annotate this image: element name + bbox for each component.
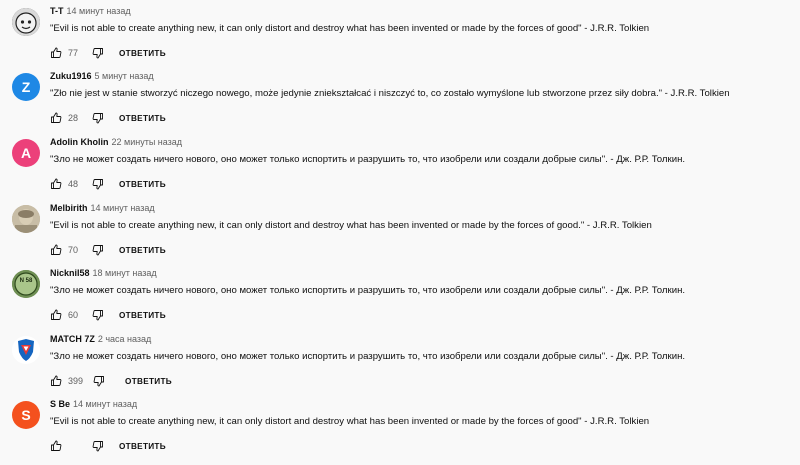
comment-actions	[50, 46, 166, 60]
avatar[interactable]: Z	[12, 73, 40, 101]
comment-author[interactable]: Nicknil58	[50, 268, 90, 278]
reply-button[interactable]: ОТВЕТИТЬ	[119, 179, 166, 189]
comment-timestamp[interactable]: 14 минут назад	[66, 6, 131, 16]
like-count: 70	[68, 245, 79, 255]
avatar[interactable]: S	[12, 401, 40, 429]
comment-timestamp[interactable]: 18 минут назад	[92, 268, 157, 278]
comment-timestamp[interactable]: 22 минуты назад	[111, 137, 183, 147]
reply-button[interactable]: ОТВЕТИТЬ	[125, 376, 172, 386]
avatar[interactable]: A	[12, 139, 40, 167]
comment-header	[50, 137, 182, 147]
like-count: 60	[68, 310, 79, 320]
reply-button[interactable]: ОТВЕТИТЬ	[119, 441, 166, 451]
photo-avatar-icon	[12, 205, 40, 233]
comment	[0, 71, 800, 137]
like-count: 48	[68, 179, 79, 189]
thumbs-up-icon[interactable]	[50, 440, 62, 452]
badge-avatar-icon	[12, 270, 40, 298]
comment	[0, 203, 800, 269]
comment-author[interactable]: MATCH 7Z	[50, 334, 95, 344]
thumbs-up-icon[interactable]	[50, 375, 62, 387]
comment-actions	[50, 177, 166, 191]
comment-text: "Evil is not able to create anything new, it can only distort and destroy what has been invented or made by the forces of good" - J.R.R. Tolkien	[50, 416, 650, 427]
comment-author[interactable]: Zuku1916	[50, 71, 92, 81]
avatar[interactable]	[12, 270, 40, 298]
cartoon-face-avatar-icon	[12, 8, 40, 36]
comment-actions	[50, 374, 172, 388]
comment	[0, 399, 800, 465]
comment-author[interactable]: T-T	[50, 6, 64, 16]
like-count: 399	[68, 376, 84, 386]
comment-text: "Зло не может создать ничего нового, оно может только испортить и разрушить то, что изобрели или создали добрые силы". - Дж. Р.Р. Толкин.	[50, 351, 686, 362]
comment-actions	[50, 439, 166, 453]
comment-header	[50, 334, 151, 344]
comment-author[interactable]: S Be	[50, 399, 71, 409]
thumbs-down-icon[interactable]	[92, 178, 104, 190]
comment	[0, 268, 800, 334]
like-count: 77	[68, 48, 79, 58]
thumbs-up-icon[interactable]	[50, 47, 62, 59]
comment-text: "Evil is not able to create anything new, it can only distort and destroy what has been invented or made by the forces of good." - J.R.R. Tolkien	[50, 220, 652, 231]
thumbs-down-icon[interactable]	[92, 112, 104, 124]
comment-author[interactable]: Melbirith	[50, 203, 88, 213]
reply-button[interactable]: ОТВЕТИТЬ	[119, 310, 166, 320]
reply-button[interactable]: ОТВЕТИТЬ	[119, 48, 166, 58]
reply-button[interactable]: ОТВЕТИТЬ	[119, 245, 166, 255]
comment-header	[50, 203, 155, 213]
avatar[interactable]	[12, 205, 40, 233]
comment-timestamp[interactable]: 5 минут назад	[94, 71, 154, 81]
comment-author[interactable]: Adolin Kholin	[50, 137, 109, 147]
comment-text: "Evil is not able to create anything new, it can only distort and destroy what has been invented or made by the forces of good" - J.R.R. Tolkien	[50, 23, 650, 34]
thumbs-up-icon[interactable]	[50, 112, 62, 124]
thumbs-down-icon[interactable]	[92, 309, 104, 321]
thumbs-up-icon[interactable]	[50, 178, 62, 190]
comment-text: "Зло не может создать ничего нового, оно может только испортить и разрушить то, что изобрели или создали добрые силы". - Дж. Р.Р. Толкин.	[50, 154, 686, 165]
comment-header	[50, 71, 154, 81]
comment-timestamp[interactable]: 2 часа назад	[97, 334, 152, 344]
reply-button[interactable]: ОТВЕТИТЬ	[119, 113, 166, 123]
avatar-badge-text: N 58	[19, 278, 33, 284]
shield-logo-avatar-icon	[12, 336, 40, 364]
comment-actions	[50, 308, 166, 322]
thumbs-down-icon[interactable]	[92, 440, 104, 452]
thumbs-down-icon[interactable]	[93, 375, 105, 387]
like-count: 28	[68, 113, 79, 123]
comment	[0, 137, 800, 203]
comment	[0, 334, 800, 400]
thumbs-up-icon[interactable]	[50, 244, 62, 256]
thumbs-down-icon[interactable]	[92, 244, 104, 256]
thumbs-down-icon[interactable]	[92, 47, 104, 59]
comment-timestamp[interactable]: 14 минут назад	[73, 399, 138, 409]
avatar[interactable]	[12, 336, 40, 364]
comment	[0, 6, 800, 72]
thumbs-up-icon[interactable]	[50, 309, 62, 321]
avatar[interactable]	[12, 8, 40, 36]
comment-header	[50, 399, 137, 409]
comment-text: "Zło nie jest w stanie stworzyć niczego nowego, może jedynie zniekształcać i niszczyć to, co zostało wymyślone lub stworzone przez siły dobra." - J.R.R. Tolkien	[50, 88, 730, 99]
comment-header	[50, 6, 131, 16]
comment-text: "Зло не может создать ничего нового, оно может только испортить и разрушить то, что изобрели или создали добрые силы". - Дж. Р.Р. Толкин.	[50, 285, 686, 296]
comment-timestamp[interactable]: 14 минут назад	[90, 203, 155, 213]
comment-actions	[50, 111, 166, 125]
comment-header	[50, 268, 157, 278]
comment-actions	[50, 243, 166, 257]
